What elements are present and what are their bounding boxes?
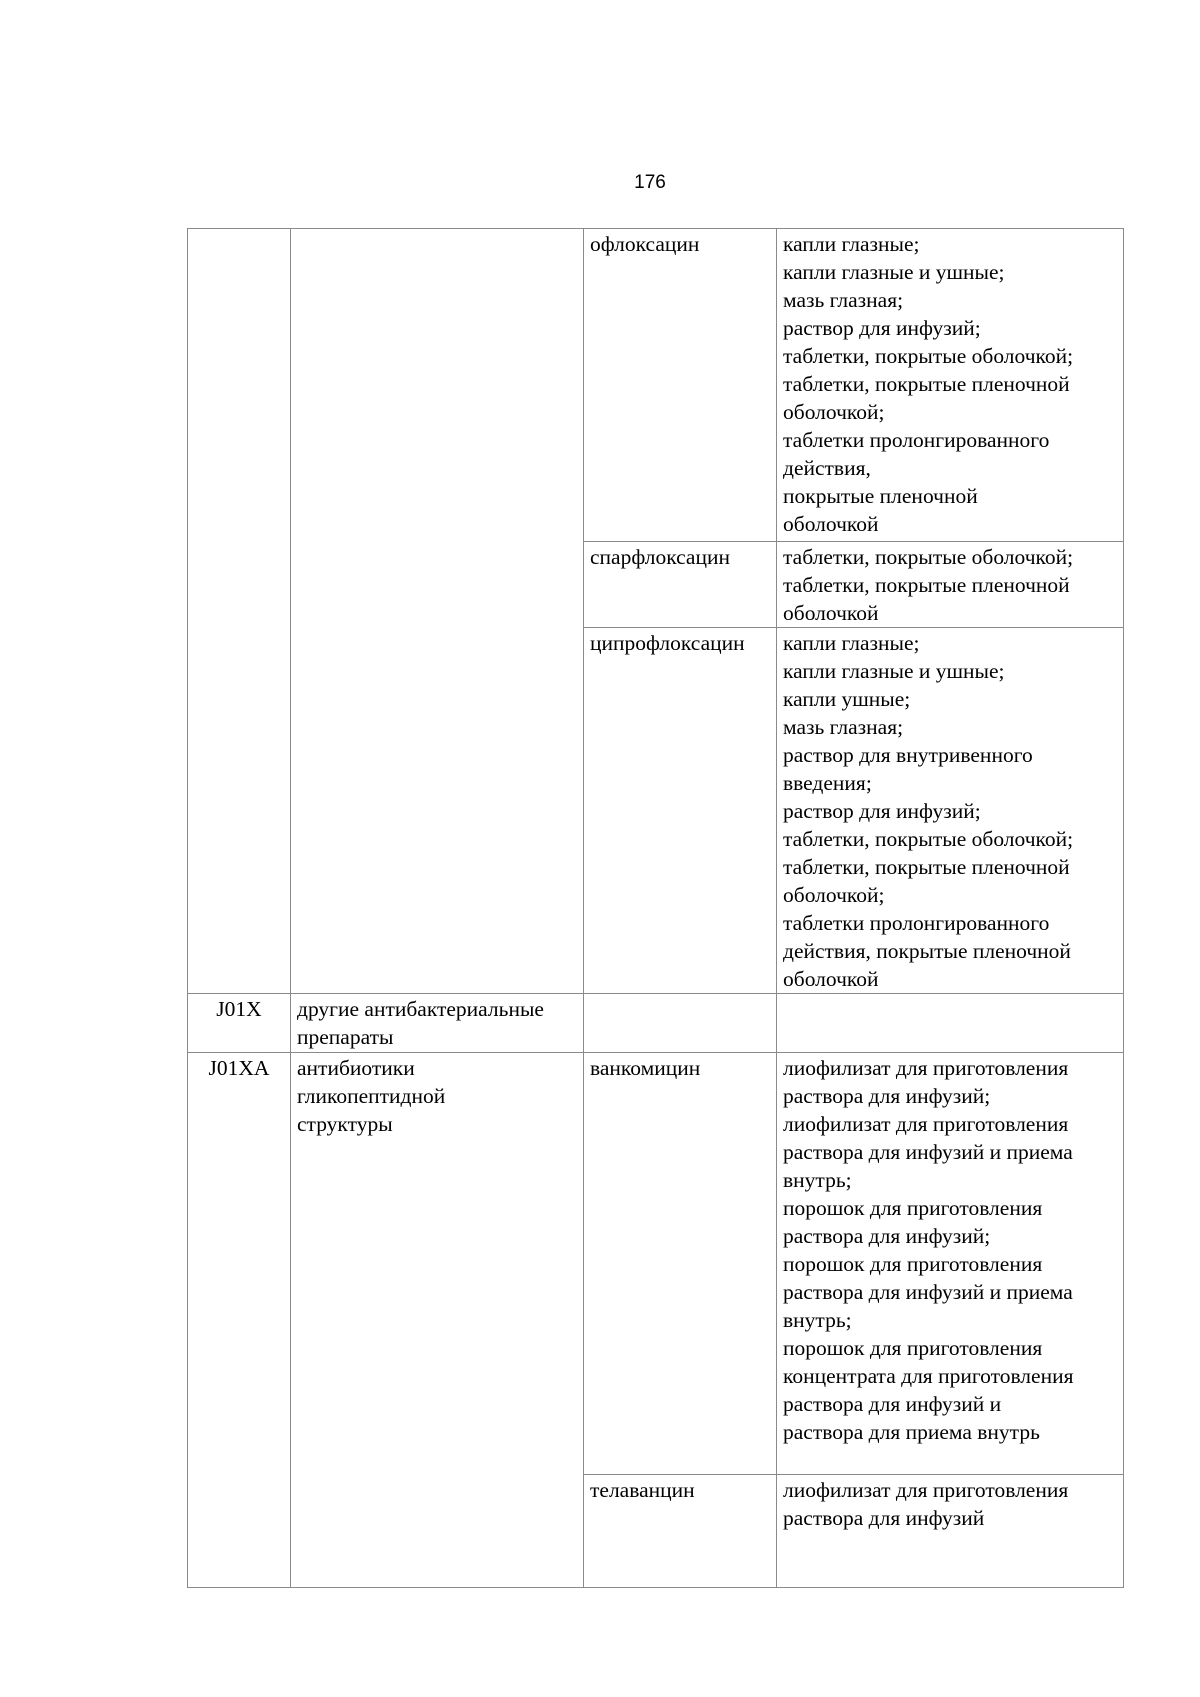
dosage-forms-cell — [777, 1475, 1124, 1588]
group-name-line: препараты — [297, 1025, 394, 1049]
dosage-form: лиофилизат для приготовления — [783, 1056, 1069, 1080]
dosage-form: мазь глазная; — [783, 288, 904, 312]
dosage-form: порошок для приготовления — [783, 1196, 1043, 1220]
dosage-forms-cell — [777, 229, 1124, 542]
dosage-form: оболочкой — [783, 601, 879, 625]
dosage-form: таблетки, покрытые оболочкой; — [783, 344, 1074, 368]
dosage-form: капли глазные; — [783, 232, 920, 256]
dosage-form: покрытые пленочной — [783, 484, 978, 508]
page-number: 176 — [634, 172, 666, 193]
dosage-form: оболочкой; — [783, 400, 885, 424]
table-row — [188, 229, 1124, 542]
dosage-form: капли глазные; — [783, 631, 920, 655]
drug-table — [187, 228, 1124, 1588]
drug-name-cell: ванкомицин — [584, 1053, 777, 1475]
dosage-form: лиофилизат для приготовления — [783, 1112, 1069, 1136]
dosage-form: оболочкой; — [783, 883, 885, 907]
dosage-form: раствора для приема внутрь — [783, 1420, 1040, 1444]
dosage-form: раствор для внутривенного — [783, 743, 1033, 767]
atc-code-cell: J01XA — [188, 1053, 291, 1588]
group-name-line: структуры — [297, 1112, 393, 1136]
dosage-form: таблетки, покрытые пленочной — [783, 372, 1070, 396]
dosage-form: лиофилизат для приготовления — [783, 1478, 1069, 1502]
drug-name-cell: офлоксацин — [584, 229, 777, 542]
group-cell — [291, 994, 584, 1053]
dosage-form: действия, — [783, 456, 871, 480]
dosage-form: действия, покрытые пленочной — [783, 939, 1071, 963]
dosage-form: капли глазные и ушные; — [783, 659, 1005, 683]
dosage-forms-cell — [777, 1053, 1124, 1475]
dosage-form: таблетки, покрытые оболочкой; — [783, 545, 1074, 569]
group-cell — [291, 229, 584, 994]
dosage-form: раствора для инфузий и приема — [783, 1140, 1073, 1164]
dosage-form: таблетки, покрытые пленочной — [783, 573, 1070, 597]
group-name-line: антибиотики — [297, 1056, 415, 1080]
dosage-form: концентрата для приготовления — [783, 1364, 1074, 1388]
drug-name-cell — [584, 994, 777, 1053]
table-row — [188, 1053, 1124, 1475]
dosage-form: капли ушные; — [783, 687, 911, 711]
dosage-forms-cell — [777, 994, 1124, 1053]
dosage-form: таблетки пролонгированного — [783, 911, 1050, 935]
dosage-form: капли глазные и ушные; — [783, 260, 1005, 284]
dosage-form: мазь глазная; — [783, 715, 904, 739]
dosage-forms-cell — [777, 542, 1124, 628]
group-name-line: гликопептидной — [297, 1084, 446, 1108]
group-name-line: другие антибактериальные — [297, 997, 544, 1021]
dosage-form: внутрь; — [783, 1168, 852, 1192]
dosage-form: внутрь; — [783, 1308, 852, 1332]
dosage-form: раствора для инфузий и — [783, 1392, 1002, 1416]
dosage-form: оболочкой — [783, 967, 879, 991]
drug-name-cell: телаванцин — [584, 1475, 777, 1588]
dosage-form: таблетки пролонгированного — [783, 428, 1050, 452]
dosage-form: раствор для инфузий; — [783, 799, 981, 823]
drug-name-cell: ципрофлоксацин — [584, 628, 777, 994]
dosage-form: раствора для инфузий и приема — [783, 1280, 1073, 1304]
group-cell — [291, 1053, 584, 1588]
dosage-form: порошок для приготовления — [783, 1336, 1043, 1360]
dosage-form: таблетки, покрытые пленочной — [783, 855, 1070, 879]
dosage-form: оболочкой — [783, 512, 879, 536]
dosage-form: раствора для инфузий; — [783, 1084, 991, 1108]
dosage-form: таблетки, покрытые оболочкой; — [783, 827, 1074, 851]
dosage-form: раствора для инфузий; — [783, 1224, 991, 1248]
dosage-form: раствора для инфузий — [783, 1506, 985, 1530]
atc-code-cell: J01X — [188, 994, 291, 1053]
atc-code-cell — [188, 229, 291, 994]
table-row — [188, 994, 1124, 1053]
dosage-form: введения; — [783, 771, 872, 795]
drug-name-cell: спарфлоксацин — [584, 542, 777, 628]
dosage-form: раствор для инфузий; — [783, 316, 981, 340]
dosage-forms-cell — [777, 628, 1124, 994]
dosage-form: порошок для приготовления — [783, 1252, 1043, 1276]
